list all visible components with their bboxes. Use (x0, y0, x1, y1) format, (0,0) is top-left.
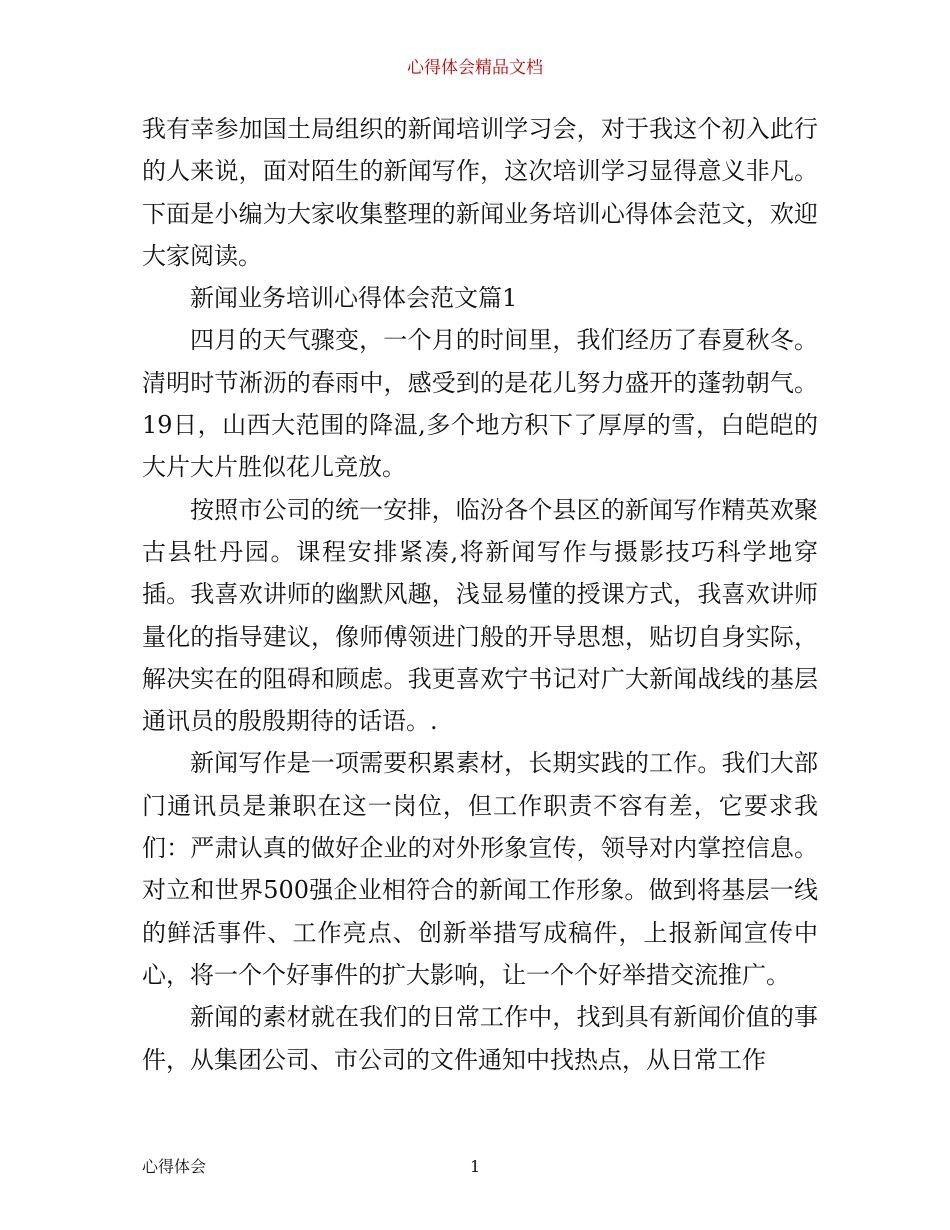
body-paragraph: 新闻写作是一项需要积累素材，长期实践的工作。我们大部门通讯员是兼职在这一岗位，但工作职责不容有差，它要求我们：严肃认真的做好企业的对外形象宣传，领导对内掌控信息。对立和世界500强企业相符合的新闻工作形象。做到将基层一线的鲜活事件、工作亮点、创新举措写成稿件，上报新闻宣传中心，将一个个好事件的扩大影响，让一个个好举措交流推广。 (142, 749, 818, 989)
document-body (142, 108, 818, 1081)
body-paragraph: 新闻的素材就在我们的日常工作中，找到具有新闻价值的事件，从集团公司、市公司的文件通知中找热点，从日常工作 (142, 1003, 818, 1074)
body-paragraph: 按照市公司的统一安排，临汾各个县区的新闻写作精英欢聚古县牡丹园。课程安排紧凑,将新闻写作与摄影技巧科学地穿插。我喜欢讲师的幽默风趣，浅显易懂的授课方式，我喜欢讲师量化的指导建议，像师傅领进门般的开导思想，贴切自身实际，解决实在的阻碍和顾虑。我更喜欢宁书记对广大新闻战线的基层通讯员的殷殷期待的话语。. (142, 495, 818, 736)
page-header-title: 心得体会精品文档 (407, 58, 543, 78)
page-footer-label: 心得体会 (142, 1157, 207, 1176)
page-number: 1 (470, 1157, 481, 1176)
section-heading: 新闻业务培训心得体会范文篇1 (190, 284, 518, 313)
intro-paragraph: 我有幸参加国土局组织的新闻培训学习会，对于我这个初入此行的人来说，面对陌生的新闻写作，这次培训学习显得意义非凡。下面是小编为大家收集整理的新闻业务培训心得体会范文，欢迎大家阅读。 (142, 115, 818, 270)
body-paragraph: 四月的天气骤变，一个月的时间里，我们经历了春夏秋冬。清明时节淅沥的春雨中，感受到的是花儿努力盛开的蓬勃朝气。19日，山西大范围的降温,多个地方积下了厚厚的雪，白皑皑的大片大片胜似花儿竞放。 (142, 326, 818, 482)
